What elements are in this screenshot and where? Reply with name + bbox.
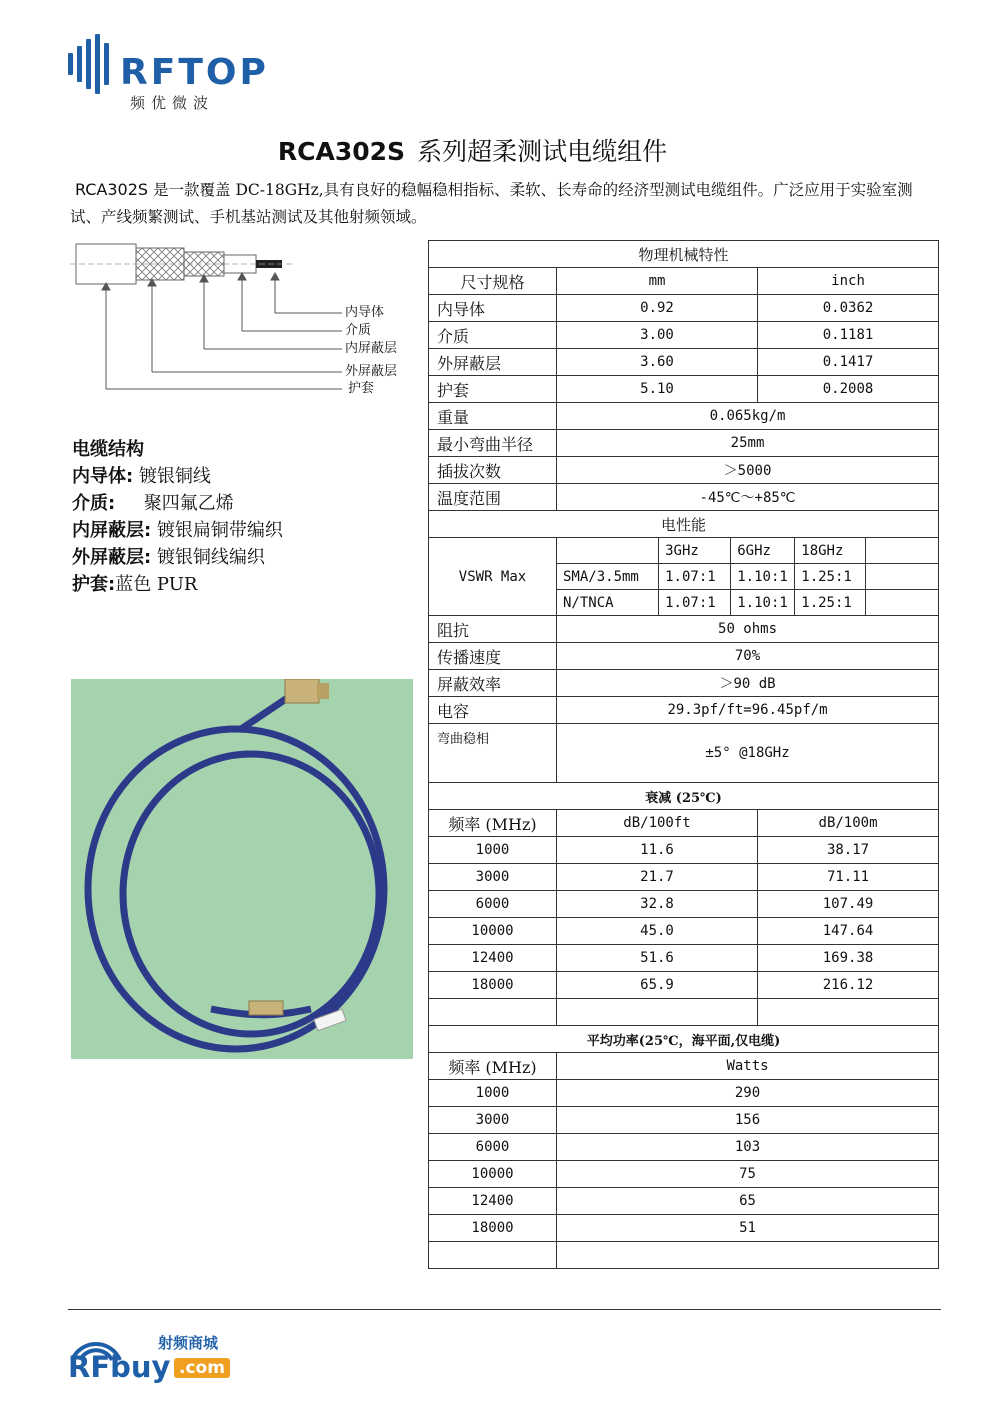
table-row: 护套 5.10 0.2008 [429, 376, 939, 403]
table-row: 18000 65.9 216.12 [429, 972, 939, 999]
table-row: 重量 0.065kg/m [429, 403, 939, 430]
n-connector-icon [285, 679, 319, 703]
structure-row: 外屏蔽层: 镀银铜线编织 [72, 547, 265, 568]
atten-header-ft: dB/100ft [557, 810, 758, 837]
vswr-freq: 18GHz [795, 538, 866, 564]
rfbuy-com-badge: .com [174, 1358, 230, 1378]
spec-table [428, 240, 939, 1269]
table-row: 6000 32.8 107.49 [429, 891, 939, 918]
cable-structure-text [72, 436, 412, 598]
power-section-header: 平均功率(25℃，海平面,仅电缆) [429, 1026, 939, 1053]
table-row-empty [429, 999, 939, 1026]
structure-row: 内屏蔽层: 镀银扁铜带编织 [72, 520, 283, 541]
rftop-logo [68, 34, 298, 114]
table-row: 12400 65 [429, 1188, 939, 1215]
table-row: 10000 75 [429, 1161, 939, 1188]
vswr-subtable-cell [557, 538, 939, 616]
intro-paragraph [70, 176, 940, 231]
intro-text: 是一款覆盖 DC-18GHz,具有良好的稳幅稳相指标、柔软、长寿命的经济型测试电缆组件。广泛应用于实验室测试、产线频繁测试、手机基站测试及其他射频领域。 [70, 181, 913, 226]
vswr-freq: 6GHz [731, 538, 795, 564]
table-row-empty [429, 1242, 939, 1269]
structure-row: 介质: 聚四氟乙烯 [72, 493, 234, 514]
structure-row: 内导体: 镀银铜线 [72, 466, 211, 487]
atten-section-header: 衰减 (25℃) [429, 783, 939, 810]
rfbuy-logo [66, 1330, 236, 1390]
table-row: 18000 51 [429, 1215, 939, 1242]
table-row: 最小弯曲半径 25mm [429, 430, 939, 457]
atten-header-freq: 频率 (MHz) [429, 810, 557, 837]
table-row: 外屏蔽层 3.60 0.1417 [429, 349, 939, 376]
diagram-label-jacket: 护套 [348, 381, 375, 396]
table-row: 屏蔽效率 ＞90 dB [429, 670, 939, 697]
logo-wordmark: RFTOP [120, 52, 269, 93]
table-row: 10000 45.0 147.64 [429, 918, 939, 945]
logo-subtitle: 频优微波 [130, 94, 215, 112]
vswr-row: SMA/3.5mm 1.07:1 1.10:1 1.25:1 [557, 564, 938, 590]
table-row: 传播速度 70% [429, 643, 939, 670]
vswr-subtable [557, 538, 938, 615]
phase-label: 弯曲稳相 [429, 724, 557, 783]
diagram-label-inner-shield: 内屏蔽层 [345, 341, 398, 356]
table-row: 温度范围 -45℃～+85℃ [429, 484, 939, 511]
sma-connector-icon [249, 1001, 283, 1015]
table-row: 电容 29.3pf/ft=96.45pf/m [429, 697, 939, 724]
table-row: 插拔次数 ＞5000 [429, 457, 939, 484]
table-row: 内导体 0.92 0.0362 [429, 295, 939, 322]
rfbuy-wordmark: RFbuy [68, 1350, 171, 1384]
atten-header-m: dB/100m [758, 810, 939, 837]
product-photo [71, 679, 413, 1059]
vswr-label: VSWR Max [429, 538, 557, 616]
structure-heading: 电缆结构 [72, 439, 144, 460]
diagram-label-outer-shield: 外屏蔽层 [345, 364, 398, 379]
phase-value: ±5° @18GHz [557, 724, 939, 783]
vswr-freq: 3GHz [659, 538, 731, 564]
table-row: 1000 290 [429, 1080, 939, 1107]
intro-model: RCA302S [74, 180, 149, 199]
table-row: 3000 21.7 71.11 [429, 864, 939, 891]
diagram-label-dielectric: 介质 [345, 323, 372, 338]
table-row: 阻抗 50 ohms [429, 616, 939, 643]
mech-header-label: 尺寸规格 [429, 268, 557, 295]
mech-header-inch: inch [758, 268, 939, 295]
footer-divider [68, 1309, 941, 1310]
diagram-label-inner-conductor: 内导体 [345, 305, 385, 320]
page-title [0, 132, 945, 168]
cable-structure-diagram [70, 240, 420, 410]
mech-section-header: 物理机械特性 [429, 241, 939, 268]
title-subtitle: 系列超柔测试电缆组件 [417, 137, 668, 166]
elec-section-header: 电性能 [429, 511, 939, 538]
table-row: 3000 156 [429, 1107, 939, 1134]
table-row: 介质 3.00 0.1181 [429, 322, 939, 349]
table-row: 12400 51.6 169.38 [429, 945, 939, 972]
mech-header-mm: mm [557, 268, 758, 295]
cable-photo-svg [71, 679, 413, 1059]
power-header-watts: Watts [557, 1053, 939, 1080]
table-row [429, 724, 939, 783]
structure-row: 护套:蓝色 PUR [72, 574, 198, 595]
title-model: RCA302S [277, 137, 406, 166]
table-row: 6000 103 [429, 1134, 939, 1161]
signal-bars-icon [68, 34, 116, 94]
power-header-freq: 频率 (MHz) [429, 1053, 557, 1080]
vswr-row: N/TNCA 1.07:1 1.10:1 1.25:1 [557, 590, 938, 616]
table-row: 1000 11.6 38.17 [429, 837, 939, 864]
rfbuy-cn-text: 射频商城 [158, 1334, 219, 1352]
